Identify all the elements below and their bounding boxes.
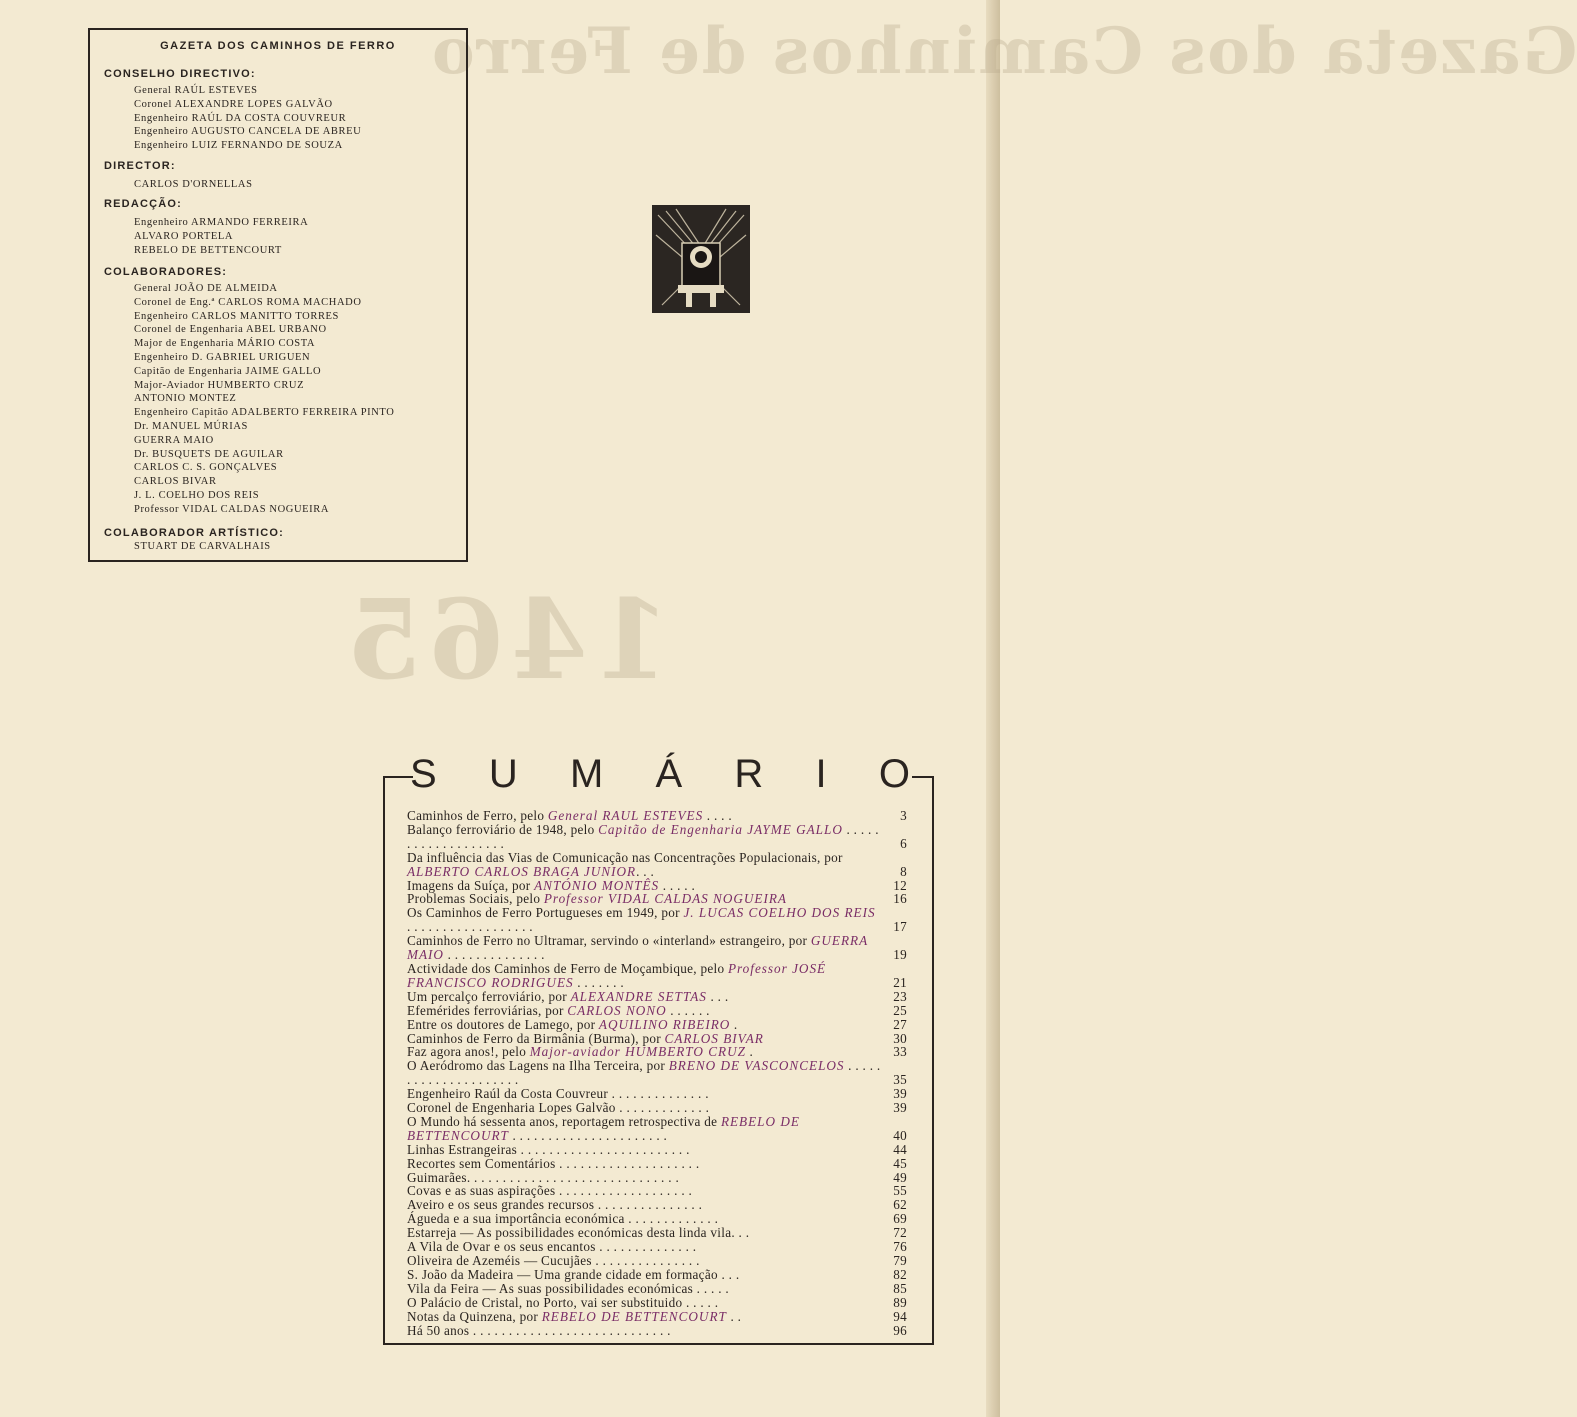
summary-entry-text: Estarreja — As possibilidades económicas desta linda vila. . . (407, 1225, 750, 1241)
summary-entry-leader: . . . . . . . . . . . . . . . . . . . (407, 821, 879, 851)
masthead-name: Coronel de Eng.ª CARLOS ROMA MACHADO (134, 296, 362, 308)
summary-entry-title (407, 906, 881, 934)
summary-box (383, 777, 934, 1345)
summary-entry-page: 33 (893, 1044, 907, 1060)
summary-title-letter: Á (655, 752, 683, 796)
summary-entry-title (407, 1240, 881, 1254)
masthead-name: General JOÃO DE ALMEIDA (134, 283, 278, 294)
summary-entry-leader: . . . . . . . . . . . . . . . . . . . . . . (508, 1127, 668, 1143)
summary-entry-page: 45 (893, 1155, 907, 1171)
masthead-name: General RAÚL ESTEVES (134, 85, 258, 96)
summary-entry-title (407, 1184, 881, 1198)
summary-entry (407, 823, 907, 851)
summary-entry-author: CARLOS BIVAR (664, 1030, 764, 1046)
masthead-section-heading: DIRECTOR: (104, 160, 176, 172)
masthead-name: Major de Engenharia MÁRIO COSTA (134, 338, 316, 350)
masthead-name: Major-Aviador HUMBERTO CRUZ (134, 379, 305, 391)
summary-entry-leader: . (745, 1044, 754, 1060)
summary-entry-page: 96 (893, 1322, 907, 1338)
summary-entry (407, 809, 907, 823)
summary-entry-page: 6 (900, 835, 907, 851)
summary-entry-leader: . . . . . (659, 877, 696, 893)
summary-entry-page: 72 (893, 1225, 907, 1241)
summary-entry (407, 1143, 907, 1157)
masthead-name: CARLOS D'ORNELLAS (134, 179, 253, 190)
summary-entry (407, 1101, 907, 1115)
summary-entry-page: 89 (893, 1294, 907, 1310)
summary-entry (407, 1004, 907, 1018)
summary-entry-leader: . . . . . . . . . . . . . . . . . . (407, 919, 533, 935)
summary-entry-author: General RAUL ESTEVES (547, 808, 704, 823)
summary-entry-title (407, 1296, 881, 1310)
summary-entry (407, 1198, 907, 1212)
summary-entry-leader: . . . (636, 863, 655, 879)
summary-entry-text: O Aeródromo das Lagens na Ilha Terceira, por (407, 1058, 669, 1074)
summary-entry-title (407, 1310, 881, 1324)
summary-entry-author: Major-aviador HUMBERTO CRUZ (529, 1044, 746, 1060)
summary-entry-title (407, 1087, 881, 1101)
masthead-name: ANTONIO MONTEZ (134, 393, 237, 405)
summary-entry-title (407, 1157, 881, 1171)
summary-entry (407, 906, 907, 934)
summary-entry-page: 82 (893, 1266, 907, 1282)
summary-entry-text: Da influência das Vias de Comunicação nas Concentrações Populacionais, por (407, 849, 843, 865)
masthead-name: Dr. MANUEL MÚRIAS (134, 420, 248, 432)
summary-entry-leader: . . (726, 1308, 742, 1324)
summary-entry (407, 851, 907, 879)
summary-entry-author: J. LUCAS COELHO DOS REIS (683, 905, 876, 921)
summary-entry-title (407, 1171, 881, 1185)
masthead-name: Engenheiro CARLOS MANITTO TORRES (134, 310, 339, 322)
summary-entry-page: 94 (893, 1308, 907, 1324)
summary-entry (407, 1254, 907, 1268)
summary-entry-title (407, 1059, 881, 1087)
summary-entry-text: O Palácio de Cristal, no Porto, vai ser substituido . . . . . (407, 1294, 719, 1310)
summary-entry-text: Oliveira de Azeméis — Cucujães . . . . . . . . . . . . . . . (407, 1253, 700, 1268)
summary-entry-text: Recortes sem Comentários . . . . . . . . . . . . . . . . . . . . (407, 1155, 700, 1171)
summary-entry-author: Professor VIDAL CALDAS NOGUEIRA (543, 891, 787, 907)
summary-title-letter: U (488, 752, 518, 796)
summary-entry (407, 1087, 907, 1101)
summary-entry-text: S. João da Madeira — Uma grande cidade em formação . . . (407, 1266, 740, 1282)
summary-entry (407, 962, 907, 990)
summary-entry-text: Actividade dos Caminhos de Ferro de Moçambique, pelo (407, 960, 728, 976)
summary-title-letter: O (878, 752, 910, 796)
summary-entry (407, 934, 907, 962)
summary-entry (407, 1324, 907, 1338)
masthead-name: Engenheiro ARMANDO FERREIRA (134, 217, 309, 228)
summary-entry-page: 3 (900, 808, 907, 823)
summary-entry-page: 39 (893, 1086, 907, 1102)
summary-entry-title (407, 1254, 881, 1268)
summary-entry-text: A Vila de Ovar e os seus encantos . . . . . . . . . . . . . . (407, 1239, 697, 1255)
summary-entry-page: 17 (893, 919, 907, 935)
masthead-name: ALVARO PORTELA (134, 230, 234, 242)
summary-entry-text: Imagens da Suíça, por (407, 877, 535, 893)
masthead-name-list (134, 540, 271, 554)
summary-entry-leader: . . . . . . . . . . . . . . (443, 947, 545, 963)
summary-entry-author: REBELO DE BETTENCOURT (407, 1113, 800, 1143)
summary-entry-leader: . . . (706, 988, 729, 1004)
masthead-name: Professor VIDAL CALDAS NOGUEIRA (134, 503, 330, 515)
summary-entry-text: Os Caminhos de Ferro Portugueses em 1949, por (407, 905, 684, 921)
summary-entry-text: Vila da Feira — As suas possibilidades económicas . . . . . (407, 1280, 730, 1296)
summary-entry-page: 12 (893, 877, 907, 893)
masthead-name: Engenheiro RAÚL DA COSTA COUVREUR (134, 112, 347, 124)
masthead-name: CARLOS C. S. GONÇALVES (134, 462, 278, 474)
masthead-section-heading: CONSELHO DIRECTIVO: (104, 68, 256, 80)
summary-entry-text: Há 50 anos . . . . . . . . . . . . . . . . . . . . . . . . . . . . (407, 1322, 671, 1338)
masthead-name: STUART DE CARVALHAIS (134, 541, 271, 552)
masthead-name: Dr. BUSQUETS DE AGUILAR (134, 448, 284, 460)
summary-entry-leader: . . . . . . . . . . . . . . . . . . . . . (407, 1058, 881, 1088)
summary-entry-page: 19 (893, 947, 907, 963)
masthead-section-heading: COLABORADOR ARTÍSTICO: (104, 527, 284, 539)
summary-entry-text: Caminhos de Ferro, pelo (407, 808, 548, 823)
summary-entry-author: Capitão de Engenharia JAYME GALLO (598, 821, 843, 837)
summary-entry-text: Problemas Sociais, pelo (407, 891, 544, 907)
summary-entry (407, 1115, 907, 1143)
summary-entry-page: 39 (893, 1100, 907, 1116)
summary-entry-page: 76 (893, 1239, 907, 1255)
summary-entry-text: Aveiro e os seus grandes recursos . . . . . . . . . . . . . . . (407, 1197, 703, 1213)
summary-entry-title (407, 892, 881, 906)
bleed-through-title: Gazeta dos Caminhos de Ferro (430, 14, 1577, 89)
summary-entry-author: BRENO DE VASCONCELOS (668, 1058, 845, 1074)
summary-entry (407, 1184, 907, 1198)
masthead-name: Coronel de Engenharia ABEL URBANO (134, 324, 327, 336)
summary-entry-author: REBELO DE BETTENCOURT (541, 1308, 727, 1324)
summary-entry-text: Caminhos de Ferro da Birmânia (Burma), por (407, 1030, 665, 1046)
summary-entry-title (407, 1324, 881, 1338)
summary-entry-leader: . . . . . . . (573, 974, 624, 990)
summary-entry-title (407, 1268, 881, 1282)
summary-entry-title (407, 1282, 881, 1296)
masthead-name: CARLOS BIVAR (134, 476, 217, 488)
summary-entry-page: 30 (893, 1030, 907, 1046)
masthead-name: Engenheiro Capitão ADALBERTO FERREIRA PINTO (134, 407, 395, 419)
summary-entry-page: 8 (900, 863, 907, 879)
summary-entry (407, 1171, 907, 1185)
masthead-name: GUERRA MAIO (134, 434, 214, 446)
summary-entry (407, 892, 907, 906)
summary-entry (407, 879, 907, 893)
summary-entry-title (407, 1226, 881, 1240)
summary-entry-leader: . . . . (703, 808, 732, 823)
summary-entry (407, 990, 907, 1004)
summary-entry-title (407, 1018, 881, 1032)
masthead-name: J. L. COELHO DOS REIS (134, 489, 260, 501)
summary-entry-title (407, 1004, 881, 1018)
summary-entry-leader: . . . . . . (666, 1002, 710, 1018)
summary-entry-text: Um percalço ferroviário, por (407, 988, 571, 1004)
summary-entry-page: 79 (893, 1253, 907, 1268)
summary-entry (407, 1240, 907, 1254)
locomotive-woodcut-icon (652, 205, 750, 313)
summary-entry-author: GUERRA MAIO (407, 933, 868, 963)
summary-entry-author: CARLOS NONO (567, 1002, 667, 1018)
summary-title-letter: S (410, 752, 437, 796)
summary-entry-author: ALBERTO CARLOS BRAGA JUNIOR (407, 863, 637, 879)
masthead-name: Engenheiro AUGUSTO CANCELA DE ABREU (134, 126, 362, 138)
summary-entry-title (407, 1115, 881, 1143)
masthead-name-list (134, 216, 308, 257)
summary-entry-page: 16 (893, 891, 907, 907)
summary-entry-title (407, 851, 881, 879)
summary-entry (407, 1226, 907, 1240)
summary-entry-page: 40 (893, 1127, 907, 1143)
summary-entry (407, 1268, 907, 1282)
summary-title-letter: R (734, 752, 764, 796)
summary-entry-page: 35 (893, 1072, 907, 1088)
masthead-name: REBELO DE BETTENCOURT (134, 244, 282, 256)
summary-entry-text: Efemérides ferroviárias, por (407, 1002, 568, 1018)
summary-entry-title (407, 1212, 881, 1226)
summary-entry-author: Professor JOSÉ FRANCISCO RODRIGUES (407, 960, 827, 990)
masthead-name: Engenheiro LUIZ FERNANDO DE SOUZA (134, 140, 343, 152)
masthead-box (88, 28, 468, 562)
summary-entry (407, 1282, 907, 1296)
summary-entry (407, 1212, 907, 1226)
summary-entry (407, 1310, 907, 1324)
summary-entry-text: Linhas Estrangeiras . . . . . . . . . . . . . . . . . . . . . . . . (407, 1141, 690, 1157)
summary-title-letter: I (815, 752, 827, 796)
masthead-title: GAZETA DOS CAMINHOS DE FERRO (160, 40, 396, 52)
masthead-section-heading: REDACÇÃO: (104, 198, 183, 210)
masthead-name: Coronel ALEXANDRE LOPES GALVÃO (134, 98, 333, 110)
summary-entry-title (407, 1198, 881, 1212)
summary-entry-title (407, 823, 881, 851)
summary-entry (407, 1018, 907, 1032)
summary-entry-page: 55 (893, 1183, 907, 1199)
summary-entry (407, 1045, 907, 1059)
summary-entry-page: 85 (893, 1280, 907, 1296)
summary-entry-text: Entre os doutores de Lamego, por (407, 1016, 599, 1032)
masthead-name: Capitão de Engenharia JAIME GALLO (134, 365, 322, 377)
summary-entry-page: 27 (893, 1016, 907, 1032)
summary-entry-page: 44 (893, 1141, 907, 1157)
summary-entry-text: Balanço ferroviário de 1948, pelo (407, 821, 599, 837)
summary-entry-text: Covas e as suas aspirações . . . . . . . . . . . . . . . . . . . (407, 1183, 693, 1199)
summary-entry-text: O Mundo há sessenta anos, reportagem retrospectiva de (407, 1113, 721, 1129)
page-gutter-shadow (986, 0, 1000, 1417)
summary-entry-text: Notas da Quinzena, por (407, 1308, 542, 1324)
bleed-through-issue-number: 1465 (340, 575, 671, 704)
summary-entry-page: 49 (893, 1169, 907, 1185)
summary-title-letter: M (569, 752, 604, 796)
summary-entry (407, 1032, 907, 1046)
masthead-name: Engenheiro D. GABRIEL URIGUEN (134, 351, 311, 363)
summary-entry-title (407, 1101, 881, 1115)
summary-entry-title (407, 1143, 881, 1157)
masthead-name-list (134, 282, 394, 517)
summary-entry-text: Coronel de Engenharia Lopes Galvão . . . . . . . . . . . . . (407, 1100, 710, 1116)
summary-entry-title (407, 809, 881, 823)
summary-entry-text: Engenheiro Raúl da Costa Couvreur . . . . . . . . . . . . . . (407, 1086, 709, 1102)
summary-entry-title (407, 934, 881, 962)
summary-entry-page: 25 (893, 1002, 907, 1018)
summary-entry-page: 62 (893, 1197, 907, 1213)
summary-entry-title (407, 879, 881, 893)
summary-entry-page: 23 (893, 988, 907, 1004)
summary-entry-author: AQUILINO RIBEIRO (598, 1016, 731, 1032)
summary-entry-text: Guimarães. . . . . . . . . . . . . . . . . . . . . . . . . . . . . . (407, 1169, 680, 1185)
masthead-name-list (134, 178, 253, 192)
summary-entry-title (407, 1032, 881, 1046)
summary-entry-text: Faz agora anos!, pelo (407, 1044, 530, 1060)
summary-entry (407, 1059, 907, 1087)
summary-entry-author: ALEXANDRE SETTAS (570, 988, 707, 1004)
masthead-name-list (134, 84, 361, 153)
summary-entry-title (407, 1045, 881, 1059)
summary-entry-text: Águeda e a sua importância económica . . . . . . . . . . . . . (407, 1211, 719, 1227)
summary-entry (407, 1296, 907, 1310)
summary-entry-page: 69 (893, 1211, 907, 1227)
summary-entry-author: ANTÓNIO MONTÊS (534, 877, 660, 893)
summary-entry-page: 21 (893, 974, 907, 990)
summary-entry-text: Caminhos de Ferro no Ultramar, servindo o «interland» estrangeiro, por (407, 933, 811, 949)
summary-entry-title (407, 962, 881, 990)
summary-entry-title (407, 990, 881, 1004)
masthead-section-heading: COLABORADORES: (104, 266, 228, 278)
summary-list (407, 809, 907, 1337)
summary-entry (407, 1157, 907, 1171)
summary-entry-leader: . (730, 1016, 738, 1032)
